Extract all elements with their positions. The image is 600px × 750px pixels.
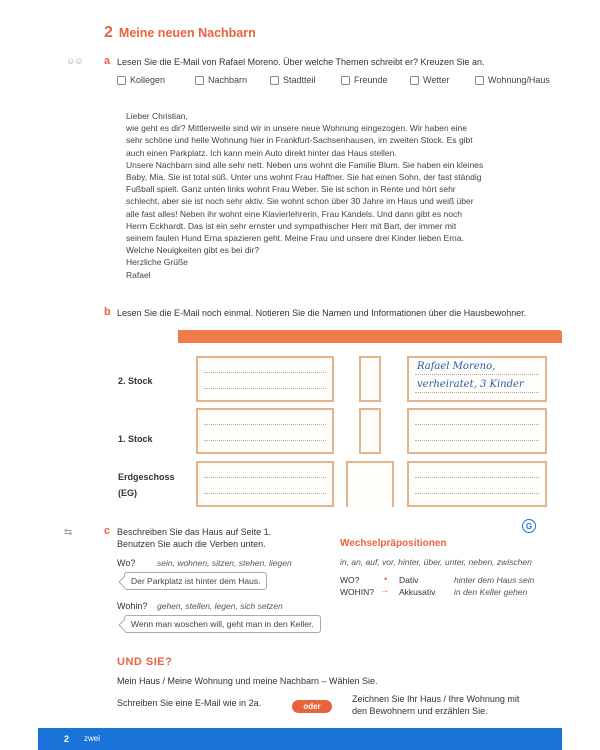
house-roof — [178, 330, 562, 343]
checkbox-label: Stadtteil — [283, 75, 316, 85]
write-line — [204, 493, 326, 494]
write-line — [415, 440, 539, 441]
checkbox-label: Freunde — [354, 75, 388, 85]
letter-line: Unsere Nachbarn sind alle sehr nett. Neben uns wohnt die Familie Blum. Sie haben ein kleines — [126, 159, 484, 170]
grammar-title: Wechselpräpositionen — [340, 538, 447, 549]
letter-line: Welche Neuigkeiten gibt es bei dir? — [126, 245, 260, 256]
task-c-label: c — [104, 525, 111, 537]
wohin-example-text: Wenn man woschen will, geht man in den Keller. — [131, 619, 314, 629]
write-line — [204, 388, 326, 389]
wo-example-text: Der Parkplatz ist hinter dem Haus. — [131, 576, 261, 586]
wo-example-bubble — [124, 572, 267, 590]
section-heading — [104, 24, 256, 42]
letter-line: Herrn Eckhardt. Das ist ein sehr ernster und sympathischer Herr mit Bart, der immer mit — [126, 220, 457, 231]
checkbox-wetter[interactable] — [410, 75, 449, 85]
wohin-question: WOHIN? — [340, 587, 374, 597]
page-word: zwei — [84, 734, 101, 743]
letter-line: sehr schöne und helle Wohnung hier in Frankfurt-Sachsenhausen, im zweiten Stock. Es gibt — [126, 135, 473, 146]
task-c-instruction-1: Beschreiben Sie das Haus auf Seite 1. — [117, 527, 272, 537]
section-number: 2 — [104, 24, 113, 41]
checkbox-label: Wetter — [423, 75, 450, 85]
speaking-icon: ⇆ — [64, 527, 73, 538]
write-line — [415, 374, 539, 375]
write-line — [415, 392, 539, 393]
wo-label: Wo? — [117, 558, 136, 568]
house-door — [346, 461, 394, 507]
dot-icon: • — [384, 574, 388, 584]
letter-line: wie geht es dir? Mittlerweile sind wir in unsere neue Wohnung eingezogen. Wir haben eine — [126, 123, 467, 134]
wo-verbs: sein, wohnen, sitzen, stehen, liegen — [157, 558, 292, 568]
letter-line: Fußball spielt. Ganz unten links wohnt Frau Weber. Sie ist schon in Rente und hört sehr — [126, 184, 456, 195]
checkbox-kollegen[interactable] — [117, 75, 165, 85]
checkbox-box[interactable] — [270, 76, 279, 85]
wohin-example-bubble — [124, 615, 321, 633]
write-line — [415, 477, 539, 478]
handwritten-info: verheiratet, 3 Kinder — [417, 379, 524, 390]
checkbox-freunde[interactable] — [341, 75, 388, 85]
task-c-instruction-2: Benutzen Sie auch die Verben unten. — [117, 539, 266, 549]
und-sie-left-option: Schreiben Sie eine E-Mail wie in 2a. — [117, 698, 262, 708]
window-2-left[interactable] — [196, 356, 334, 402]
footer-bar — [38, 728, 562, 750]
window-1-left[interactable] — [196, 408, 334, 454]
checkbox-box[interactable] — [195, 76, 204, 85]
checkbox-label: Nachbarn — [208, 75, 248, 85]
letter-line: schlecht, aber sie ist noch sehr aktiv. Sie wohnt schon über 30 Jahre im Haus und weiß über — [126, 196, 474, 207]
letter-line: seinem faulen Hund Erna spazieren geht. Meine Frau und unsere drei Kinder lieben Erna. — [126, 233, 464, 244]
bubble-tail — [118, 619, 129, 630]
write-line — [204, 424, 326, 425]
handwritten-name: Rafael Moreno, — [417, 361, 496, 372]
checkbox-box[interactable] — [341, 76, 350, 85]
task-a-instruction: Lesen Sie die E-Mail von Rafael Moreno. Über welche Themen schreibt er? Kreuzen Sie an. — [117, 57, 485, 67]
floor-label-eg-abbr: (EG) — [118, 488, 137, 498]
section-title: Meine neuen Nachbarn — [118, 26, 256, 40]
prepositions-list: in, an, auf, vor, hinter, über, unter, neben, zwischen — [340, 557, 532, 567]
und-sie-topic: Mein Haus / Meine Wohnung und meine Nachbarn – Wählen Sie. — [117, 676, 378, 686]
window-eg-left[interactable] — [196, 461, 334, 507]
bubble-tail — [118, 576, 129, 587]
grammar-badge-icon[interactable]: G — [522, 519, 536, 533]
letter-line: Rafael — [126, 269, 151, 280]
dativ-example: hinter dem Haus sein — [454, 575, 535, 585]
partner-work-icon: ☺☺ — [66, 56, 83, 66]
task-b-instruction: Lesen Sie die E-Mail noch einmal. Notieren Sie die Namen und Informationen über die Hausbewohner. — [117, 308, 527, 318]
write-line — [204, 440, 326, 441]
wohin-verbs: gehen, stellen, legen, sich setzen — [157, 601, 283, 611]
window-2-middle — [359, 356, 381, 402]
window-eg-right[interactable] — [407, 461, 547, 507]
write-line — [204, 372, 326, 373]
oder-badge: oder — [292, 700, 332, 713]
letter-line: Herzliche Grüße — [126, 257, 188, 268]
task-a-label: a — [104, 55, 111, 67]
checkbox-nachbarn[interactable] — [195, 75, 247, 85]
page-number: 2 — [64, 734, 70, 744]
letter-line: auch einen Parkplatz. Ich kann mein Auto direkt hinter das Haus stellen. — [126, 147, 397, 158]
letter-line: alle fast alles! Neben ihr wohnt eine Klavierlehrerin, Frau Kandels. Und dann gibt es noch — [126, 208, 462, 219]
floor-label-eg: Erdgeschoss — [118, 472, 175, 482]
checkbox-stadtteil[interactable] — [270, 75, 316, 85]
akkusativ-example: in den Keller gehen — [454, 587, 528, 597]
letter-line: Lieber Christian, — [126, 111, 188, 121]
window-2-right[interactable] — [407, 356, 547, 402]
floor-label-2: 2. Stock — [118, 376, 153, 386]
dativ-label: Dativ — [399, 575, 419, 585]
und-sie-right-option-1: Zeichnen Sie Ihr Haus / Ihre Wohnung mit — [352, 694, 520, 704]
write-line — [204, 477, 326, 478]
akkusativ-label: Akkusativ — [399, 587, 436, 597]
checkbox-box[interactable] — [410, 76, 419, 85]
window-1-middle — [359, 408, 381, 454]
checkbox-wohnung-haus[interactable] — [475, 75, 550, 85]
checkbox-box[interactable] — [475, 76, 484, 85]
checkbox-label: Kollegen — [130, 75, 166, 85]
letter-line: Baby, Mia. Sie ist total süß. Unter uns wohnt Frau Haffner. Sie hat einen Sohn, der fast ständig — [126, 172, 482, 183]
und-sie-title: UND SIE? — [117, 656, 173, 668]
window-1-right[interactable] — [407, 408, 547, 454]
task-b-label: b — [104, 306, 111, 318]
wo-question: WO? — [340, 575, 360, 585]
email-letter — [126, 110, 566, 281]
wohin-label: Wohin? — [117, 601, 148, 611]
arrow-icon: → — [380, 585, 390, 596]
write-line — [415, 493, 539, 494]
checkbox-label: Wohnung/Haus — [488, 75, 550, 85]
floor-label-1: 1. Stock — [118, 434, 153, 444]
checkbox-box[interactable] — [117, 76, 126, 85]
write-line — [415, 424, 539, 425]
und-sie-right-option-2: den Bewohnern und erzählen Sie. — [352, 706, 488, 716]
